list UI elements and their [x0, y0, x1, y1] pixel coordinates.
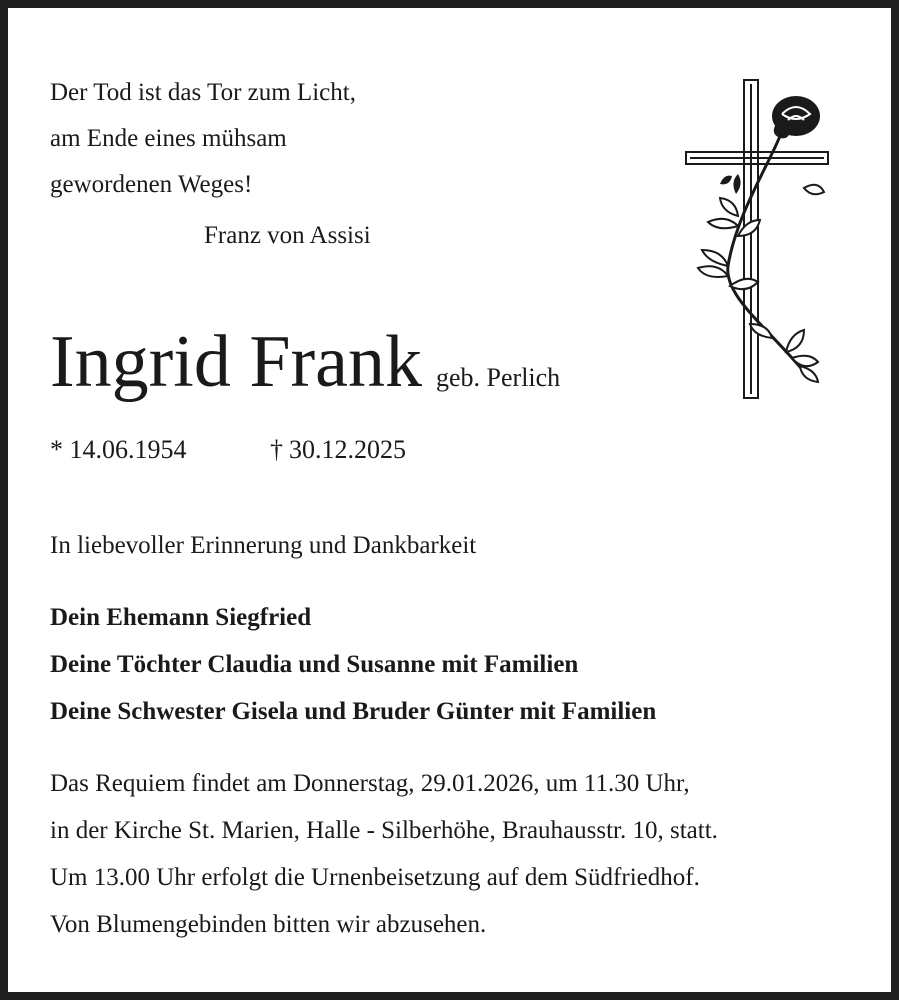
- name-row: [50, 320, 560, 405]
- notice-line: in der Kirche St. Marien, Halle - Silberhöhe, Brauhausstr. 10, statt.: [50, 817, 718, 844]
- mourner-line: Deine Töchter Claudia und Susanne mit Familien: [50, 651, 579, 678]
- quote: [50, 70, 356, 208]
- funeral-notice: [50, 760, 718, 948]
- birth-date: * 14.06.1954: [50, 435, 187, 464]
- cross-with-rose-icon: [676, 76, 832, 402]
- quote-line: gewordenen Weges!: [50, 171, 253, 198]
- quote-line: am Ende eines mühsam: [50, 125, 287, 152]
- dagger-icon: †: [270, 435, 283, 464]
- death-date-row: [270, 435, 406, 465]
- deceased-name: Ingrid Frank: [50, 321, 422, 403]
- death-date: 30.12.2025: [289, 435, 406, 464]
- notice-line: Um 13.00 Uhr erfolgt die Urnenbeisetzung auf dem Südfriedhof.: [50, 864, 700, 891]
- memory-line: In liebevoller Erinnerung und Dankbarkeit: [50, 532, 477, 559]
- mourners-list: [50, 594, 656, 735]
- mourner-line: Deine Schwester Gisela und Bruder Günter mit Familien: [50, 698, 657, 725]
- notice-line: Von Blumengebinden bitten wir abzusehen.: [50, 911, 487, 938]
- birth-name: geb. Perlich: [436, 363, 561, 392]
- quote-line: Der Tod ist das Tor zum Licht,: [50, 79, 356, 106]
- quote-author: Franz von Assisi: [204, 222, 371, 249]
- notice-line: Das Requiem findet am Donnerstag, 29.01.2026, um 11.30 Uhr,: [50, 770, 690, 797]
- mourner-line: Dein Ehemann Siegfried: [50, 604, 312, 631]
